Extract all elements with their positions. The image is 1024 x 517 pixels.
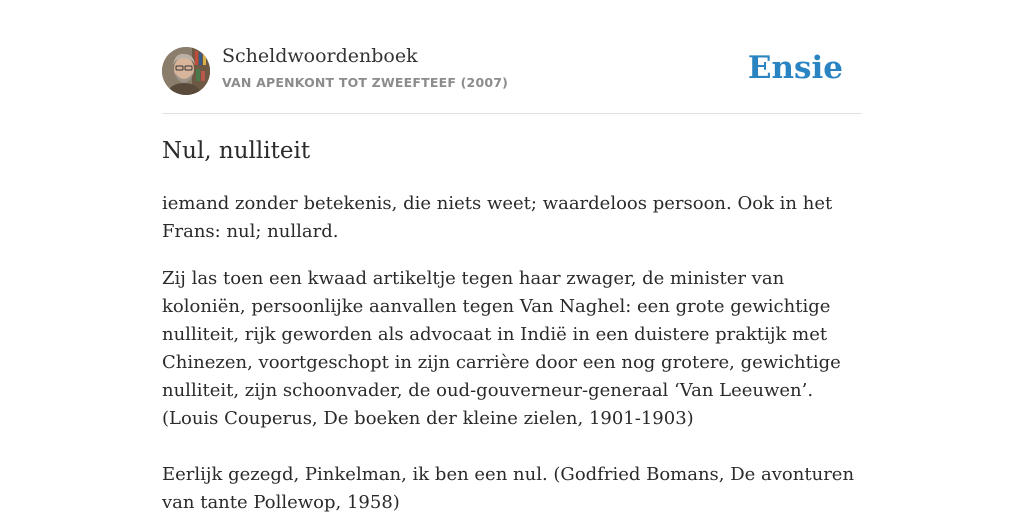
author-avatar[interactable] — [162, 47, 210, 95]
entry-quote-bomans: Eerlijk gezegd, Pinkelman, ik ben een nul. (Godfried Bomans, De avonturen van tante Pollewop, 1958) — [162, 464, 855, 513]
entry-quote-couperus: Zij las toen een kwaad artikeltje tegen haar zwager, de minister van koloniën, persoonlijke aanvallen tegen Van Naghel: een grote gewichtige nulliteit, rijk geworden als advocaat in Indië in een duistere praktijk met Chinezen, voortgeschopt in zijn carrière door een nog grotere, gewichtige nulliteit, zijn schoonvader, de oud-gouverneur-generaal ‘Van Leeuwen’. (Louis Couperus, De boeken der kleine zielen, 1901-1903) — [162, 268, 841, 429]
source-title[interactable]: Scheldwoordenboek — [222, 45, 418, 67]
source-header — [162, 0, 862, 114]
entry-title: Nul, nulliteit — [162, 138, 311, 164]
entry-definition: iemand zonder betekenis, die niets weet; waardeloos persoon. Ook in het Frans: nul; nullard. — [162, 193, 833, 242]
ensie-logo[interactable]: Ensie — [747, 50, 843, 86]
source-subtitle: VAN APENKONT TOT ZWEEFTEEF (2007) — [222, 75, 509, 90]
author-portrait-icon — [162, 47, 210, 95]
entry-page — [162, 0, 862, 513]
